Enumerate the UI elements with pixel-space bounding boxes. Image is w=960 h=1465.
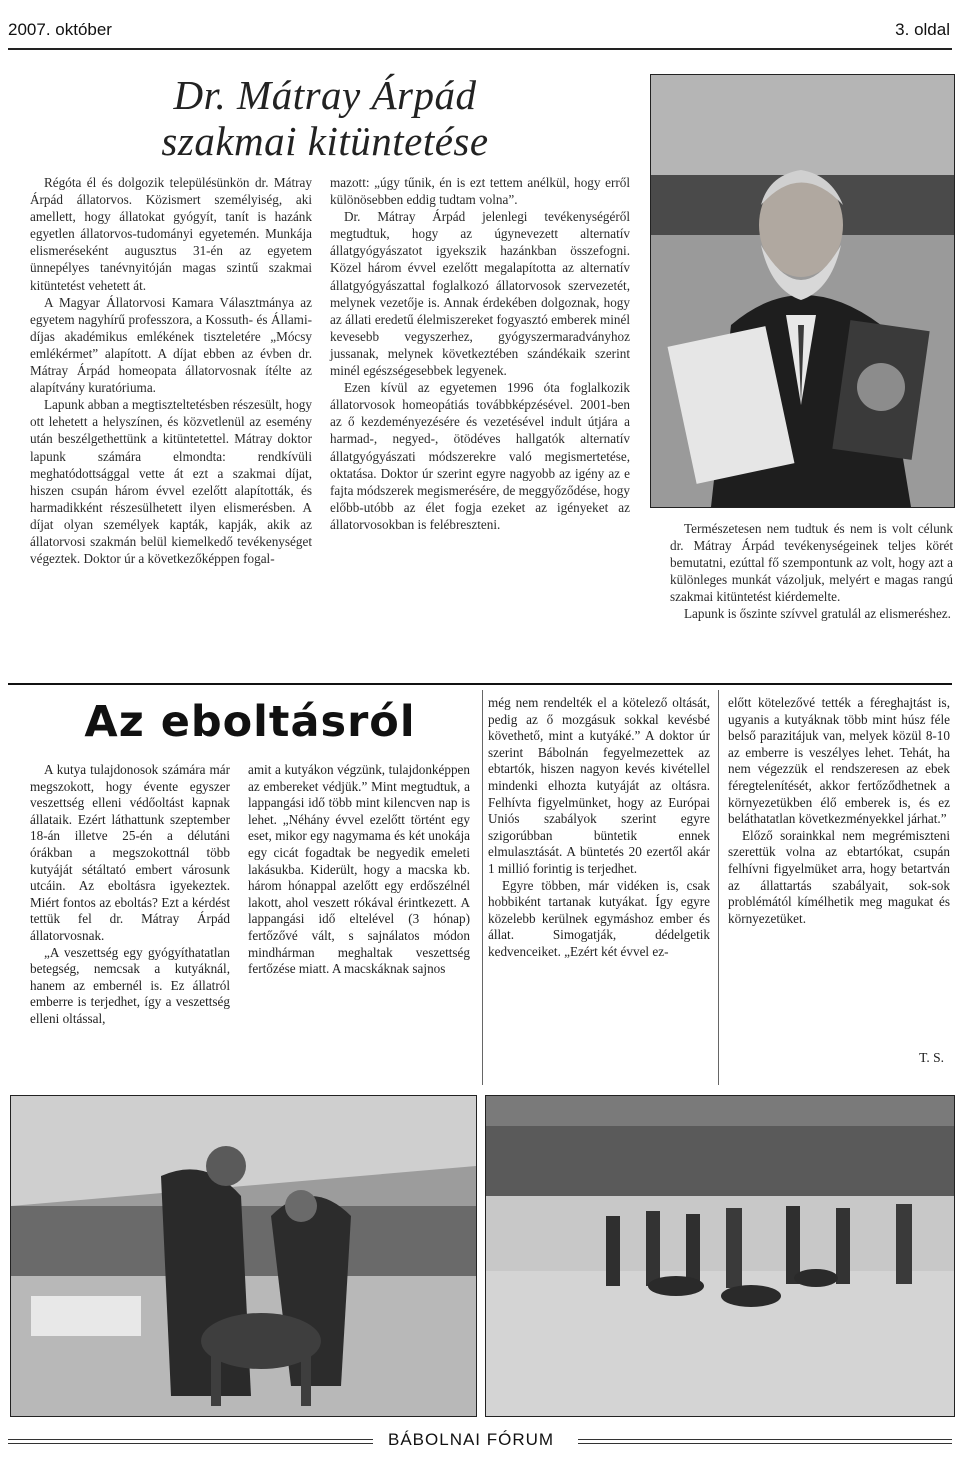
paragraph: Lapunk is őszinte szívvel gratulál az elismeréshez. xyxy=(684,606,951,622)
paragraph: amit a kutyákon végzünk, tulajdonképpen az embereket védjük.” Mint megtudtuk, a lappangási idő több mint kilencven nap is lehet. „Néhány évvel ezelőtt történt egy eset, mikor egy nagymama és két unokája egy cicát fogadtak be negyedik emeleti lakásukba. Kiderült, hogy a macska kb. három hónappal azelőtt egy erdőszélnél lakott, ahol veszett rókával érintkezett. A lappangási idő eltelével (3 hónap) fertőzővé vált, s sajnálatos módon mindhárman meghaltak veszettség fertőzése miatt. A macskáknak sajnos xyxy=(248,762,470,977)
header-rule xyxy=(8,48,952,50)
column-rule xyxy=(482,690,483,1085)
award-photo-illustration xyxy=(651,75,954,507)
paragraph: előtt kötelezővé tették a féreghajtást is, ugyanis a kutyáknak több mint húsz féle belső parazitájuk van, melyek közül 8-10 az emberre is veszélyes lehet. Tehát, ha nem végezzük el rendszeresen az ebek féregtelenítését, akkor fertőződhetnek a környezetükben élő emberek is, és ez beláthatatlan következményekkel járhat.” xyxy=(728,695,950,827)
paragraph: „A veszettség egy gyógyíthatatlan betegség, nemcsak a kutyáknál, hanem az embernél is. Ez állatról emberre is terjedhet, így a veszettség elleni oltással, xyxy=(30,944,230,1026)
article-title xyxy=(140,72,510,164)
paragraph: Régóta él és dolgozik településünkön dr. Mátray Árpád állatorvos. Közismert személyiség, aki amellett, hogy állatokat gyógyít, tanít is hazánk egyetlen állatorvos-tudományi egyetemén. Munkája elismeréseként augusztus 31-én az egyetem ünnepélyes tanévnyitóján magas szintű szakmai kitüntetést vehetett át. xyxy=(30,175,312,293)
article2-title: Az eboltásról xyxy=(84,697,416,747)
author-signature: T. S. xyxy=(919,1050,944,1065)
vaccination-photo-illustration xyxy=(11,1096,476,1416)
column-rule xyxy=(718,690,719,1085)
vaccination-photo xyxy=(10,1095,477,1417)
paragraph: Előző sorainkkal nem megrémiszteni szerettük volna az ebtartókat, csupán felhívni figyelmüket arra, hogy betartván az állattartás szabályait, sok-sok problémától kímélhetik meg magukat és környezetüket. xyxy=(728,827,950,926)
footer-rule-left xyxy=(8,1439,373,1444)
dog-queue-photo xyxy=(485,1095,955,1417)
article1-column-2 xyxy=(330,174,630,533)
article2-column-4 xyxy=(728,695,950,927)
paragraph: még nem rendelték el a kötelező oltását, pedig az ő mozgásuk sokkal kevésbé követhető, mint a kutyáké.” A doktor úr szerint Bábolnán fegyelmezettek az ebtartók, hiszen nagyon kevés kivétellel mindenki elhozta kutyáját az oltásra. Felhívta figyelmünket, hogy az Európai Uniós szabályok szerint egyre szigorúbban büntetik ennek elmulasztását. A büntetés 20 ezertől akár 1 millió forintig is terjedhet. xyxy=(488,695,710,876)
article2-column-3 xyxy=(488,695,710,961)
title-line-1: Dr. Mátray Árpád xyxy=(173,72,477,118)
article1-column-1 xyxy=(30,174,312,567)
paragraph: A Magyar Állatorvosi Kamara Választmánya az egyetem nagyhírű professzora, a Kossuth- és Állami-díjas akadémikus emlékének tiszteletére „Mócsy emlékérmet” alapított. A díjat ebben az évben dr. Mátray Árpád homeopata állatorvosnak ítélte az alapítvány kuratóriuma. xyxy=(30,294,312,396)
page-number: 3. oldal xyxy=(895,20,950,39)
publication-name: BÁBOLNAI FÓRUM xyxy=(388,1430,555,1449)
paragraph: Ezen kívül az egyetemen 1996 óta foglalkozik állatorvosok homeopátiás továbbképzésével. 2001-ben az ő kezdeményezésére és vezetésével indult útjára a harmad-, negyed-, ötödéves hallgatók alternatív állatgyógyászati módszerekre való megismertetése, oktatása. Doktor úr szerint egyre nagyobb az igény az e fajta módszerek megismerésére, de meggyőződése, hogy előbb-utóbb az élet fogja ezeket az igényeket az állatorvosokban is felébreszteni. xyxy=(330,380,630,532)
article2-column-1 xyxy=(30,762,230,1028)
issue-date: 2007. október xyxy=(8,20,112,39)
paragraph: A kutya tulajdonosok számára már megszokott, hogy évente egyszer veszettség elleni védőoltást kapnak állataik. Ezért láthattunk szeptember 18-án illetve 25-én a délutáni órákban a megszokottnál több kutyáját sétáltató embert városunk utcáin. Az eboltásra igyekeztek. Miért fontos az eboltás? Ezt a kérdést tettük fel dr. Mátray Árpád állatorvosnak. xyxy=(30,762,230,943)
footer-rule-right xyxy=(578,1439,952,1444)
paragraph: Természetesen nem tudtuk és nem is volt célunk dr. Mátray Árpád tevékenységeinek teljes körét bemutatni, ezúttal fő szempontunk az volt, hogy azt a különleges munkát vázoljuk, melyért e magas rangú szakmai kitüntetést kiérdemelte. xyxy=(670,521,953,605)
portrait-photo xyxy=(650,74,955,508)
title-line-2: szakmai kitüntetése xyxy=(161,118,489,164)
paragraph: Egyre többen, már vidéken is, csak hobbiként tartanak kutyákat. Így egyre közelebb kerülnek egymáshoz ember és állat. Simogatják, dédelgetik kedvenceiket. „Ezért két évvel ez- xyxy=(488,877,710,959)
dog-queue-photo-illustration xyxy=(486,1096,954,1416)
paragraph: Dr. Mátray Árpád jelenlegi tevékenységéről megtudtuk, hogy az úgynevezett alternatív állatgyógyászatot igyekszik hazánkban összefogni. Közel három évvel ezelőtt megalapította az alternatív állatgyógyászattal foglalkozó állatorvosok szervezetét, melynek vezetője is. Annak érdekében dolgoznak, hogy az állati eredetű élelmiszereket fogyasztó emberek minél kevesebb vegyszerhez, gyógyszermaradványhoz jussanak, melynek következtében szándékaik szerint minél egészségesebbek legyenek. xyxy=(330,209,630,379)
article1-column-3 xyxy=(670,520,953,623)
article2-column-2 xyxy=(248,762,470,978)
paragraph: Lapunk abban a megtiszteltetésben részesült, hogy ott lehetett a helyszínen, és közvetlenül az esemény után beszélgethettünk a kitüntetettel. Mátray doktor lapunk számára elmondta: rendkívüli meghatódottsággal vette át ezt a szakmai díjat, hiszen csupán három évvel ezelőtt alapították, és harmadikként részesülhetett ilyen elismerésben. A díjat olyan személyek kapták, kapják, akik az állatorvosi szakmán belül kiemelkedő tevékenységet végeztek. Doktor úr a következőképpen fogal- xyxy=(30,397,312,567)
paragraph: mazott: „úgy tűnik, én is ezt tettem anélkül, hogy erről különösebben eddig tudtam volna”. xyxy=(330,175,630,208)
section-divider xyxy=(8,683,952,685)
